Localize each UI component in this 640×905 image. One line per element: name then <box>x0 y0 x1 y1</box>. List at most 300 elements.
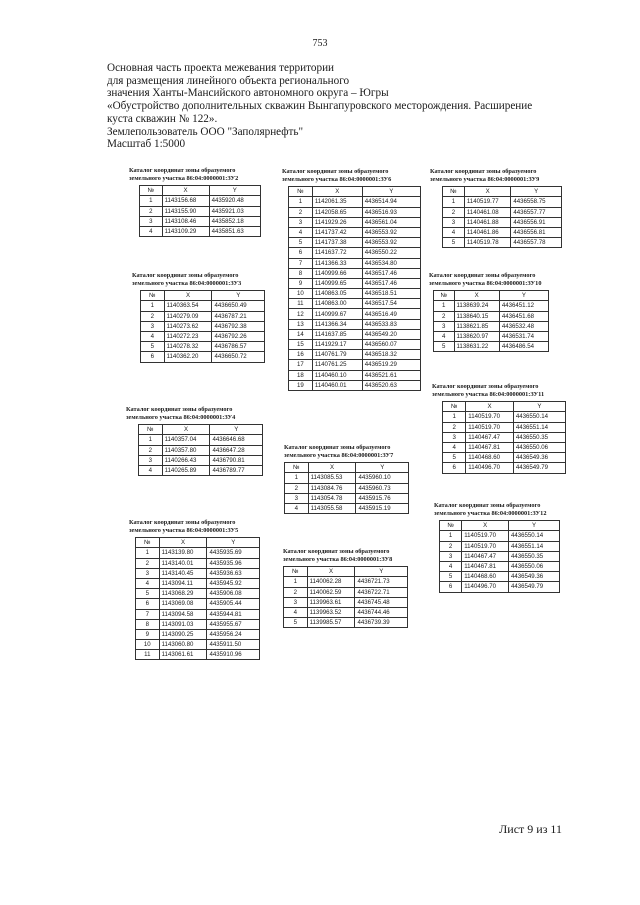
y-coordinate-cell: 4436550.06 <box>508 561 559 571</box>
point-number-cell: 5 <box>434 342 455 352</box>
table-row <box>284 607 408 617</box>
x-coordinate-cell: 1141737.42 <box>312 227 362 237</box>
catalog-zu4 <box>126 406 263 476</box>
catalog-zu2 <box>129 167 261 237</box>
column-header-x: X <box>307 567 355 577</box>
catalog-zu6 <box>282 168 421 391</box>
point-number-cell: 13 <box>289 319 313 329</box>
x-coordinate-cell: 1140999.66 <box>312 268 362 278</box>
header-line: Основная часть проекта межевания территории <box>107 62 335 74</box>
point-number-cell: 18 <box>289 370 313 380</box>
x-coordinate-cell: 1143155.90 <box>162 206 209 216</box>
x-coordinate-cell: 1142058.65 <box>312 207 362 217</box>
x-coordinate-cell: 1140519.78 <box>464 238 510 248</box>
column-header-x: X <box>462 521 509 531</box>
column-header-num: № <box>139 425 163 435</box>
table-row <box>285 473 409 483</box>
x-coordinate-cell: 1140467.47 <box>462 551 509 561</box>
point-number-cell: 7 <box>136 609 160 619</box>
table-row <box>289 309 421 319</box>
table-row <box>289 258 421 268</box>
table-row <box>136 558 260 568</box>
y-coordinate-cell: 4436739.39 <box>355 618 408 628</box>
x-coordinate-cell: 1138620.97 <box>454 331 499 341</box>
point-number-cell: 9 <box>289 278 313 288</box>
y-coordinate-cell: 4436451.12 <box>499 301 548 311</box>
table-row <box>434 331 549 341</box>
x-coordinate-cell: 1140999.65 <box>312 278 362 288</box>
catalog-title-line: Каталог координат зоны образуемого <box>434 502 541 509</box>
y-coordinate-cell: 4436550.14 <box>513 412 565 422</box>
table-row <box>141 301 265 311</box>
table-row <box>289 268 421 278</box>
column-header-y: Y <box>513 402 565 412</box>
table-row <box>136 578 260 588</box>
y-coordinate-cell: 4436532.48 <box>499 321 548 331</box>
point-number-cell: 6 <box>136 599 160 609</box>
x-coordinate-cell: 1140266.43 <box>162 455 210 465</box>
y-coordinate-cell: 4436787.21 <box>212 311 265 321</box>
x-coordinate-cell: 1140461.88 <box>464 217 510 227</box>
x-coordinate-cell: 1143091.03 <box>159 619 207 629</box>
table-row <box>434 301 549 311</box>
y-coordinate-cell: 4436550.14 <box>508 531 559 541</box>
y-coordinate-cell: 4436533.83 <box>362 319 420 329</box>
column-header-num: № <box>285 463 309 473</box>
table-header-row <box>443 402 566 412</box>
x-coordinate-cell: 1138639.24 <box>454 301 499 311</box>
y-coordinate-cell: 4435915.76 <box>356 493 409 503</box>
catalog-title-line: земельного участка 86:04:0000001:ЗУ10 <box>429 279 542 287</box>
y-coordinate-cell: 4436786.57 <box>212 342 265 352</box>
catalog-title-line: земельного участка 86:04:0000001:ЗУ5 <box>129 526 239 534</box>
table-header-row <box>284 567 408 577</box>
catalog-zu9 <box>430 168 562 248</box>
y-coordinate-cell: 4435920.48 <box>209 196 260 206</box>
y-coordinate-cell: 4436647.28 <box>210 445 263 455</box>
table-row <box>136 640 260 650</box>
table-row <box>434 342 549 352</box>
point-number-cell: 4 <box>136 578 160 588</box>
table-header-row <box>139 425 263 435</box>
coordinate-table <box>284 462 409 514</box>
catalog-zu5 <box>129 519 260 660</box>
table-row <box>136 629 260 639</box>
table-row <box>140 196 261 206</box>
catalog-title <box>284 444 409 459</box>
table-row <box>139 465 263 475</box>
y-coordinate-cell: 4435955.67 <box>207 619 260 629</box>
page-number: 753 <box>312 38 328 49</box>
x-coordinate-cell: 1140496.70 <box>466 463 514 473</box>
column-header-x: X <box>464 187 510 197</box>
point-number-cell: 6 <box>289 248 313 258</box>
x-coordinate-cell: 1138631.22 <box>454 342 499 352</box>
table-header-row <box>141 291 265 301</box>
catalog-title-line: земельного участка 86:04:0000001:ЗУ7 <box>284 451 394 459</box>
column-header-y: Y <box>508 521 559 531</box>
table-header-row <box>443 187 562 197</box>
table-row <box>289 248 421 258</box>
coordinate-table <box>139 185 261 237</box>
point-number-cell: 5 <box>284 618 308 628</box>
point-number-cell: 8 <box>136 619 160 629</box>
catalog-title <box>282 168 421 183</box>
x-coordinate-cell: 1143090.25 <box>159 629 207 639</box>
y-coordinate-cell: 4435960.73 <box>356 483 409 493</box>
point-number-cell: 4 <box>285 503 309 513</box>
table-row <box>440 572 560 582</box>
point-number-cell: 1 <box>139 435 163 445</box>
y-coordinate-cell: 4435935.69 <box>207 548 260 558</box>
y-coordinate-cell: 4436560.07 <box>362 340 420 350</box>
point-number-cell: 6 <box>440 582 462 592</box>
point-number-cell: 2 <box>139 445 163 455</box>
catalog-title-line: Каталог координат зоны образуемого <box>429 272 536 279</box>
table-row <box>443 442 566 452</box>
point-number-cell: 3 <box>443 432 466 442</box>
point-number-cell: 6 <box>141 352 165 362</box>
y-coordinate-cell: 4435935.96 <box>207 558 260 568</box>
x-coordinate-cell: 1140519.70 <box>466 412 514 422</box>
y-coordinate-cell: 4435911.50 <box>207 640 260 650</box>
point-number-cell: 4 <box>139 465 163 475</box>
point-number-cell: 3 <box>440 551 462 561</box>
table-row <box>289 227 421 237</box>
y-coordinate-cell: 4436558.75 <box>511 197 562 207</box>
table-row <box>443 432 566 442</box>
point-number-cell: 11 <box>289 299 313 309</box>
y-coordinate-cell: 4436744.46 <box>355 607 408 617</box>
table-row <box>285 503 409 513</box>
table-row <box>440 582 560 592</box>
column-header-x: X <box>454 291 499 301</box>
catalog-zu11 <box>432 383 566 474</box>
catalog-zu3 <box>132 272 265 363</box>
table-row <box>440 531 560 541</box>
coordinate-table <box>442 401 566 473</box>
column-header-x: X <box>312 187 362 197</box>
column-header-x: X <box>466 402 514 412</box>
table-row <box>139 445 263 455</box>
coordinate-table <box>140 290 265 362</box>
point-number-cell: 4 <box>440 561 462 571</box>
table-row <box>289 319 421 329</box>
header-line: значения Ханты-Мансийского автономного округа – Югры <box>107 87 389 100</box>
catalog-title-line: Каталог координат зоны образуемого <box>132 272 239 279</box>
x-coordinate-cell: 1141637.72 <box>312 248 362 258</box>
point-number-cell: 2 <box>443 207 465 217</box>
y-coordinate-cell: 4436646.68 <box>210 435 263 445</box>
catalog-title <box>429 272 549 287</box>
y-coordinate-cell: 4436550.06 <box>513 442 565 452</box>
x-coordinate-cell: 1143094.11 <box>159 578 207 588</box>
point-number-cell: 4 <box>289 227 313 237</box>
y-coordinate-cell: 4436534.80 <box>362 258 420 268</box>
y-coordinate-cell: 4436518.32 <box>362 350 420 360</box>
x-coordinate-cell: 1140496.70 <box>462 582 509 592</box>
table-row <box>140 206 261 216</box>
point-number-cell: 14 <box>289 329 313 339</box>
point-number-cell: 3 <box>443 217 465 227</box>
x-coordinate-cell: 1143109.29 <box>162 226 209 236</box>
catalog-title-line: Каталог координат зоны образуемого <box>126 406 233 413</box>
y-coordinate-cell: 4436650.72 <box>212 352 265 362</box>
x-coordinate-cell: 1140468.60 <box>466 453 514 463</box>
coordinate-table <box>442 186 562 248</box>
table-row <box>289 278 421 288</box>
x-coordinate-cell: 1141637.85 <box>312 329 362 339</box>
catalog-title-line: Каталог координат зоны образуемого <box>284 444 391 451</box>
table-row <box>136 568 260 578</box>
x-coordinate-cell: 1140273.62 <box>164 321 212 331</box>
table-row <box>434 311 549 321</box>
x-coordinate-cell: 1143140.01 <box>159 558 207 568</box>
point-number-cell: 2 <box>136 558 160 568</box>
x-coordinate-cell: 1140357.04 <box>162 435 210 445</box>
y-coordinate-cell: 4435910.96 <box>207 650 260 660</box>
column-header-x: X <box>308 463 356 473</box>
point-number-cell: 10 <box>136 640 160 650</box>
y-coordinate-cell: 4436518.51 <box>362 289 420 299</box>
y-coordinate-cell: 4436792.38 <box>212 321 265 331</box>
point-number-cell: 4 <box>443 442 466 452</box>
coordinate-table <box>433 290 549 352</box>
y-coordinate-cell: 4436722.71 <box>355 587 408 597</box>
point-number-cell: 4 <box>434 331 455 341</box>
x-coordinate-cell: 1139963.61 <box>307 597 355 607</box>
column-header-num: № <box>434 291 455 301</box>
table-row <box>284 618 408 628</box>
sheet-label: Лист 9 из 11 <box>499 822 562 836</box>
table-row <box>136 599 260 609</box>
point-number-cell: 3 <box>140 216 163 226</box>
x-coordinate-cell: 1140761.79 <box>312 350 362 360</box>
y-coordinate-cell: 4436550.35 <box>508 551 559 561</box>
x-coordinate-cell: 1140278.32 <box>164 342 212 352</box>
point-number-cell: 4 <box>284 607 308 617</box>
table-row <box>440 541 560 551</box>
y-coordinate-cell: 4436789.77 <box>210 465 263 475</box>
y-coordinate-cell: 4435852.18 <box>209 216 260 226</box>
column-header-num: № <box>289 187 313 197</box>
header-line: куста скважин № 122». <box>107 112 218 125</box>
y-coordinate-cell: 4436745.48 <box>355 597 408 607</box>
table-row <box>139 435 263 445</box>
y-coordinate-cell: 4435915.19 <box>356 503 409 513</box>
point-number-cell: 2 <box>289 207 313 217</box>
x-coordinate-cell: 1143084.76 <box>308 483 356 493</box>
table-row <box>443 217 562 227</box>
y-coordinate-cell: 4436557.78 <box>511 238 562 248</box>
header-line: «Обустройство дополнительных скважин Вынгапуровского месторождения. Расширение <box>107 100 533 113</box>
y-coordinate-cell: 4436521.61 <box>362 370 420 380</box>
y-coordinate-cell: 4435906.08 <box>207 589 260 599</box>
x-coordinate-cell: 1140460.10 <box>312 370 362 380</box>
table-row <box>289 329 421 339</box>
y-coordinate-cell: 4436519.29 <box>362 360 420 370</box>
table-row <box>141 352 265 362</box>
column-header-num: № <box>284 567 308 577</box>
x-coordinate-cell: 1140467.81 <box>462 561 509 571</box>
table-row <box>284 587 408 597</box>
catalog-title <box>283 548 408 563</box>
x-coordinate-cell: 1139963.52 <box>307 607 355 617</box>
table-row <box>289 350 421 360</box>
y-coordinate-cell: 4436549.36 <box>508 572 559 582</box>
y-coordinate-cell: 4435905.44 <box>207 599 260 609</box>
x-coordinate-cell: 1140863.00 <box>312 299 362 309</box>
x-coordinate-cell: 1141366.33 <box>312 258 362 268</box>
point-number-cell: 9 <box>136 629 160 639</box>
catalog-title <box>132 272 265 287</box>
table-row <box>289 217 421 227</box>
x-coordinate-cell: 1143061.61 <box>159 650 207 660</box>
catalog-title <box>126 406 263 421</box>
column-header-num: № <box>443 187 465 197</box>
point-number-cell: 2 <box>140 206 163 216</box>
column-header-y: Y <box>207 538 260 548</box>
table-row <box>443 238 562 248</box>
y-coordinate-cell: 4436551.14 <box>508 541 559 551</box>
y-coordinate-cell: 4435936.63 <box>207 568 260 578</box>
column-header-x: X <box>162 186 209 196</box>
point-number-cell: 3 <box>285 493 309 503</box>
table-row <box>284 597 408 607</box>
point-number-cell: 1 <box>284 577 308 587</box>
x-coordinate-cell: 1140519.70 <box>462 531 509 541</box>
y-coordinate-cell: 4436551.14 <box>513 422 565 432</box>
point-number-cell: 3 <box>141 321 165 331</box>
table-row <box>443 207 562 217</box>
y-coordinate-cell: 4436650.49 <box>212 301 265 311</box>
catalog-title-line: Каталог координат зоны образуемого <box>129 167 236 174</box>
x-coordinate-cell: 1143140.45 <box>159 568 207 578</box>
point-number-cell: 5 <box>141 342 165 352</box>
y-coordinate-cell: 4436486.54 <box>499 342 548 352</box>
table-row <box>289 370 421 380</box>
column-header-y: Y <box>511 187 562 197</box>
y-coordinate-cell: 4435945.92 <box>207 578 260 588</box>
table-row <box>136 619 260 629</box>
point-number-cell: 8 <box>289 268 313 278</box>
point-number-cell: 2 <box>284 587 308 597</box>
x-coordinate-cell: 1138640.15 <box>454 311 499 321</box>
y-coordinate-cell: 4436517.46 <box>362 278 420 288</box>
x-coordinate-cell: 1143108.46 <box>162 216 209 226</box>
y-coordinate-cell: 4436531.74 <box>499 331 548 341</box>
table-row <box>289 238 421 248</box>
y-coordinate-cell: 4436517.54 <box>362 299 420 309</box>
x-coordinate-cell: 1141929.17 <box>312 340 362 350</box>
x-coordinate-cell: 1140519.70 <box>462 541 509 551</box>
coordinate-table <box>288 186 421 391</box>
catalog-title <box>129 519 260 534</box>
point-number-cell: 2 <box>434 311 455 321</box>
point-number-cell: 3 <box>136 568 160 578</box>
catalog-title-line: Каталог координат зоны образуемого <box>430 168 537 175</box>
x-coordinate-cell: 1140467.81 <box>466 442 514 452</box>
point-number-cell: 4 <box>443 227 465 237</box>
catalog-title-line: земельного участка 86:04:0000001:ЗУ3 <box>132 279 242 287</box>
y-coordinate-cell: 4436549.79 <box>508 582 559 592</box>
column-header-y: Y <box>356 463 409 473</box>
catalog-zu12 <box>434 502 560 593</box>
coordinate-table <box>135 537 260 660</box>
x-coordinate-cell: 1140363.54 <box>164 301 212 311</box>
table-row <box>289 360 421 370</box>
point-number-cell: 12 <box>289 309 313 319</box>
table-row <box>289 299 421 309</box>
x-coordinate-cell: 1140460.01 <box>312 380 362 390</box>
point-number-cell: 5 <box>443 238 465 248</box>
table-row <box>443 197 562 207</box>
point-number-cell: 2 <box>141 311 165 321</box>
point-number-cell: 3 <box>284 597 308 607</box>
point-number-cell: 5 <box>440 572 462 582</box>
y-coordinate-cell: 4436549.20 <box>362 329 420 339</box>
y-coordinate-cell: 4436516.93 <box>362 207 420 217</box>
catalog-title-line: Каталог координат зоны образуемого <box>283 548 390 555</box>
table-row <box>136 609 260 619</box>
table-row <box>141 311 265 321</box>
header-line: для размещения линейного объекта регионального <box>107 74 350 87</box>
table-row <box>140 226 261 236</box>
column-header-y: Y <box>499 291 548 301</box>
x-coordinate-cell: 1140062.59 <box>307 587 355 597</box>
catalog-title <box>430 168 562 183</box>
x-coordinate-cell: 1142061.35 <box>312 197 362 207</box>
y-coordinate-cell: 4436550.22 <box>362 248 420 258</box>
table-header-row <box>140 186 261 196</box>
catalog-title-line: земельного участка 86:04:0000001:ЗУ8 <box>283 555 393 563</box>
x-coordinate-cell: 1140468.60 <box>462 572 509 582</box>
table-row <box>434 321 549 331</box>
x-coordinate-cell: 1139985.57 <box>307 618 355 628</box>
x-coordinate-cell: 1140461.08 <box>464 207 510 217</box>
table-row <box>440 551 560 561</box>
point-number-cell: 16 <box>289 350 313 360</box>
point-number-cell: 1 <box>141 301 165 311</box>
x-coordinate-cell: 1143156.68 <box>162 196 209 206</box>
header-line: Землепользователь ООО "Заполярнефть" <box>107 125 304 138</box>
table-row <box>284 577 408 587</box>
catalog-title-line: земельного участка 86:04:0000001:ЗУ4 <box>126 413 236 421</box>
y-coordinate-cell: 4436721.73 <box>355 577 408 587</box>
table-row <box>140 216 261 226</box>
x-coordinate-cell: 1140272.23 <box>164 331 212 341</box>
table-header-row <box>289 187 421 197</box>
y-coordinate-cell: 4436550.35 <box>513 432 565 442</box>
table-row <box>440 561 560 571</box>
table-header-row <box>285 463 409 473</box>
table-row <box>289 289 421 299</box>
table-row <box>443 463 566 473</box>
column-header-x: X <box>162 425 210 435</box>
x-coordinate-cell: 1141737.38 <box>312 238 362 248</box>
x-coordinate-cell: 1143068.29 <box>159 589 207 599</box>
table-row <box>289 380 421 390</box>
y-coordinate-cell: 4436451.68 <box>499 311 548 321</box>
coordinate-table <box>439 520 560 592</box>
point-number-cell: 1 <box>443 412 466 422</box>
catalog-title-line: земельного участка 86:04:0000001:ЗУ6 <box>282 175 392 183</box>
x-coordinate-cell: 1140362.20 <box>164 352 212 362</box>
catalog-zu10 <box>429 272 549 352</box>
catalog-title <box>129 167 261 182</box>
point-number-cell: 4 <box>141 331 165 341</box>
column-header-y: Y <box>210 425 263 435</box>
